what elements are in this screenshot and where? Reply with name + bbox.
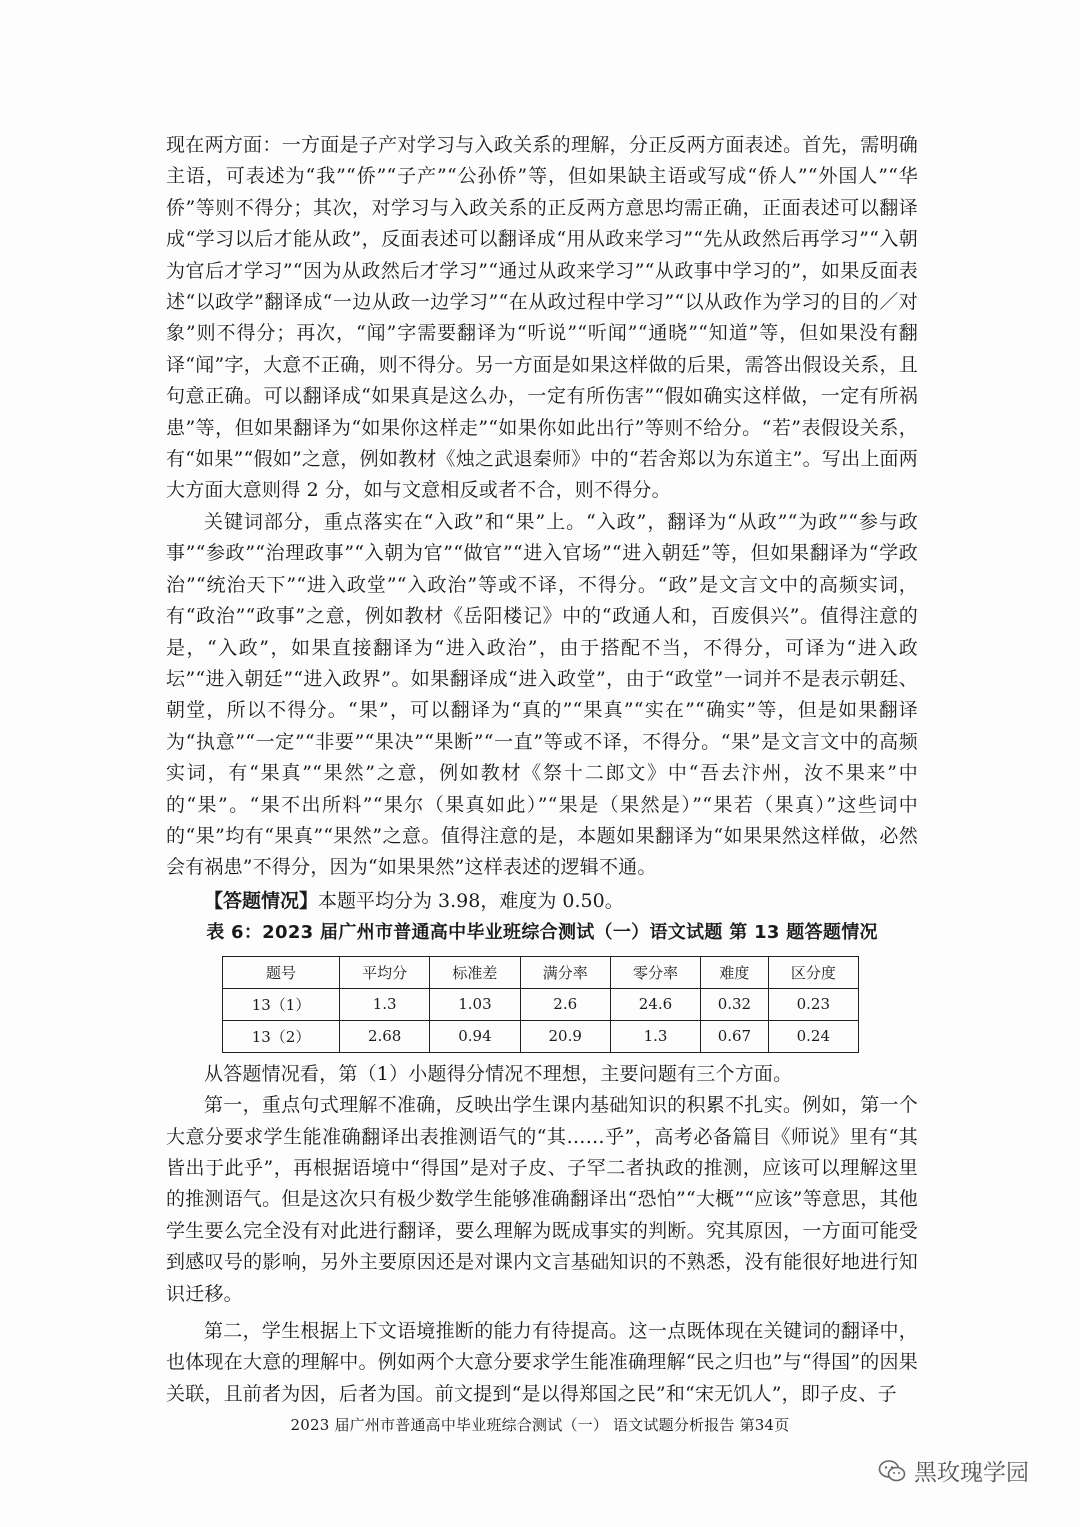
- statistics-table: [222, 956, 859, 1053]
- table-cell: 2.6: [520, 988, 610, 1020]
- table-header-cell: 标准差: [430, 956, 520, 988]
- paragraph-second-issue: 第二，学生根据上下文语境推断的能力有待提高。这一点既体现在关键词的翻译中，也体现在大意的理解中。例如两个大意分要求学生能准确理解“民之归也”与“得国”的因果关联，且前者为因，后者为国。前文提到“是以得郑国之民”和“宋无饥人”，即子皮、子: [166, 1320, 918, 1405]
- table-cell: 13（1）: [223, 988, 340, 1020]
- table-header-cell: 难度: [701, 956, 769, 988]
- table-header-row: [223, 956, 859, 988]
- table-cell: 0.32: [701, 988, 769, 1020]
- paragraph-keywords: 关键词部分，重点落实在“入政”和“果”上。“入政”，翻译为“从政”“为政”“参与政事”“参政”“治理政事”“入朝为官”“做官”“进入官场”“进入朝廷”等，但如果翻译为“学政治”“统治天下”“进入政堂”“入政治”等或不译，不得分。“政”是文言文中的高频实词，有“政治”“政事”之意，例如教材《岳阳楼记》中的“政通人和，百废俱兴”。值得注意的是，“入政”，如果直接翻译为“进入政治”，由于搭配不当，不得分，可译为“进入政坛”“进入朝廷”“进入政界”。如果翻译成“进入政堂”，由于“政堂”一词并不是表示朝廷、朝堂，所以不得分。“果”，可以翻译为“真的”“果真”“实在”“确实”等，但是如果翻译为“执意”“一定”“非要”“果决”“果断”“一直”等或不译，不得分。“果”是文言文中的高频实词，有“果真”“果然”之意，例如教材《祭十二郎文》中“吾去汴州，汝不果来”中的“果”。“果不出所料”“果尔（果真如此）”“果是（果然是）”“果若（果真）”这些词中的“果”均有“果真”“果然”之意。值得注意的是，本题如果翻译为“如果果然这样做，必然会有祸患”不得分，因为“如果果然”这样表述的逻辑不通。: [166, 510, 918, 879]
- page-footer: 2023 届广州市普通高中毕业班综合测试（一） 语文试题分析报告 第34页: [290, 1416, 790, 1434]
- paragraph-translation-criteria: 现在两方面：一方面是子产对学习与入政关系的理解，分正反两方面表述。首先，需明确主语，可表述为“我”“侨”“子产”“公孙侨”等，但如果缺主语或写成“侨人”“外国人”“华侨”等则不得分；其次，对学习与入政关系的正反两方意思均需正确，正面表述可以翻译成“学习以后才能从政”，反面表述可以翻译成“用从政来学习”“先从政然后再学习”“入朝为官后才学习”“因为从政然后才学习”“通过从政来学习”“从政事中学习的”，如果反面表述“以政学”翻译成“一边从政一边学习”“在从政过程中学习”“以从政作为学习的目的／对象”则不得分；再次，“闻”字需要翻译为“听说”“听闻”“通晓”“知道”等，但如果没有翻译“闻”字，大意不正确，则不得分。另一方面是如果这样做的后果，需答出假设关系，且句意正确。可以翻译成“如果真是这么办，一定有所伤害”“假如确实这样做，一定有所祸患”等，但如果翻译为“如果你这样走”“如果你如此出行”等则不给分。“若”表假设关系，有“如果”“假如”之意，例如教材《烛之武退秦师》中的“若舍郑以为东道主”。写出上面两大方面大意则得 2 分，如与文意相反或者不合，则不得分。: [166, 134, 918, 502]
- paragraph-first-issue: 第一，重点句式理解不准确，反映出学生课内基础知识的积累不扎实。例如，第一个大意分要求学生能准确翻译出表推测语气的“其……乎”，高考必备篇目《师说》里有“其皆出于此乎”，再根据语境中“得国”是对子皮、子罕二者执政的推测，应该可以理解这里的推测语气。但是这次只有极少数学生能够准确翻译出“恐怕”“大概”“应该”等意思，其他学生要么完全没有对此进行翻译，要么理解为既成事实的判断。究其原因，一方面可能受到感叹号的影响，另外主要原因还是对课内文言基础知识的不熟悉，没有能很好地进行知识迁移。: [166, 1094, 918, 1305]
- table-cell: 0.24: [768, 1020, 858, 1052]
- table-cell: 24.6: [610, 988, 700, 1020]
- table-cell: 1.3: [340, 988, 430, 1020]
- table-cell: 2.68: [340, 1020, 430, 1052]
- table-header-cell: 题号: [223, 956, 340, 988]
- wechat-icon: [878, 1459, 906, 1483]
- table-cell: 0.67: [701, 1020, 769, 1052]
- table-cell: 20.9: [520, 1020, 610, 1052]
- table-cell: 1.03: [430, 988, 520, 1020]
- answer-status: [166, 886, 918, 916]
- watermark-text: 黑玫瑰学园: [914, 1460, 1029, 1486]
- table-header-cell: 零分率: [610, 956, 700, 988]
- watermark: [878, 1454, 1029, 1487]
- table-header-cell: 满分率: [520, 956, 610, 988]
- table-caption: 表 6：2023 届广州市普通高中毕业班综合测试（一）语文试题 第 13 题答题情况: [206, 921, 878, 943]
- table-header-cell: 平均分: [340, 956, 430, 988]
- table-row: [223, 1020, 859, 1052]
- page-content: [166, 130, 918, 1410]
- table-cell: 0.23: [768, 988, 858, 1020]
- answer-status-text: 本题平均分为 3.98，难度为 0.50。: [318, 889, 624, 912]
- table-header-cell: 区分度: [768, 956, 858, 988]
- table-cell: 13（2）: [223, 1020, 340, 1052]
- paragraph-summary: 从答题情况看，第（1）小题得分情况不理想，主要问题有三个方面。: [204, 1062, 793, 1085]
- table-cell: 0.94: [430, 1020, 520, 1052]
- answer-status-label: 【答题情况】: [204, 889, 319, 912]
- table-row: [223, 988, 859, 1020]
- table-cell: 1.3: [610, 1020, 700, 1052]
